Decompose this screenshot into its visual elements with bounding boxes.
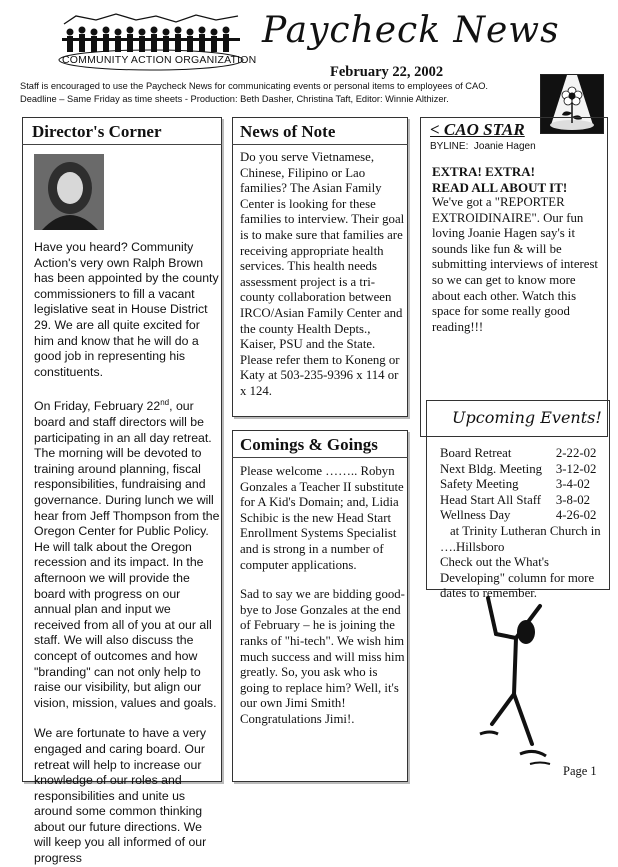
newsletter-title: Paycheck News: [262, 10, 560, 51]
event-row: [440, 508, 600, 524]
cao-star-byline: BYLINE: Joanie Hagen: [430, 141, 536, 152]
event-location-city: ….Hillsboro: [440, 539, 505, 554]
event-row: [440, 446, 600, 462]
event-row: [440, 462, 600, 478]
news-of-note-heading: News of Note: [240, 122, 336, 141]
directors-para-2: On Friday, February 22nd, our board and staff directors will be participating in an all day retreat. The morning will be devoted to training around planning, fiscal responsibilities, fundraising and governance. During lunch we will hear from Jeff Thompson from the Oregon Center for Public Policy. He will talk about the Oregon recession and its impact. In the afternoon we will provide the board with progress on our annual plan and input we received from all of you at our all staff. We will also discuss the concept of outcomes and how "branding" can not only help to raise our visibility, but align our vision, mission, values and goals.: [34, 398, 220, 710]
event-row: [440, 493, 600, 509]
events-list: [440, 446, 606, 602]
comings-para-1: Please welcome …….. Robyn Gonzales a Teacher II substitute for A Kid's Domain; and, Lidia Schibic is the new Head Start Enrollment Systems Specialist and is strong in a number of computer applications.: [240, 464, 404, 572]
event-location: at Trinity Lutheran Church in: [450, 523, 601, 538]
event-name: Head Start All Staff: [440, 492, 542, 507]
directors-corner-text: [34, 240, 220, 867]
dancing-figure-icon: [470, 594, 566, 772]
org-name: COMMUNITY ACTION ORGANIZATION: [62, 54, 257, 66]
info-line-1: Staff is encouraged to use the Paycheck News for communicating events or personal items to employees of CAO.: [20, 81, 489, 91]
directors-corner-heading: Director's Corner: [32, 122, 162, 141]
event-date: 2-22-02: [555, 446, 597, 460]
comings-goings-heading: Comings & Goings: [240, 435, 378, 454]
event-name: Next Bldg. Meeting: [440, 461, 543, 476]
event-date: 4-26-02: [555, 508, 597, 523]
event-name: Safety Meeting: [440, 477, 519, 492]
directors-para-3: We are fortunate to have a very engaged and caring board. Our retreat will help to increase our knowledge of our roles and responsibilities and unite us around some common thinking about our future directions. We will keep you all informed of our progress: [34, 726, 207, 866]
issue-date: February 22, 2002: [330, 64, 444, 80]
cao-star-headline: EXTRA! EXTRA! READ ALL ABOUT IT!: [432, 164, 568, 195]
upcoming-events-heading: Upcoming Events!: [452, 408, 602, 427]
event-name: Board Retreat: [440, 446, 512, 460]
cao-star-text: We've got a "REPORTER EXTROIDINAIRE". Our fun loving Joanie Hagen say's it sounds like fun & will be submitting interviews of interest so we can get to know more about each other. Watch this space for some really good reading!!!: [432, 195, 598, 334]
event-name: Wellness Day: [440, 508, 511, 523]
event-row: [440, 477, 600, 493]
page-number: Page 1: [563, 764, 597, 778]
event-date: 3-8-02: [555, 492, 591, 507]
cao-star-heading: < CAO STAR: [430, 120, 525, 139]
divider: [22, 144, 222, 145]
news-of-note-text: Do you serve Vietnamese, Chinese, Filipino or Lao families? The Asian Family Center is looking for these families to interview. Their goal is to make sure that families are receiving appropriate health services. This health needs assessment project is a tri-county collaboration between IRCO/Asian Family Center and the county Health Depts., Kaiser, PSU and the State. Please refer them to Koneng or Katy at 503-235-9396 x 114 or x 124.: [240, 150, 405, 398]
event-date: 3-4-02: [555, 477, 591, 492]
divider: [232, 144, 408, 145]
events-note: Check out the What's Developing" column for more dates to remember.: [440, 555, 595, 601]
divider: [232, 457, 408, 458]
comings-para-2: Sad to say we are bidding good-bye to Jose Gonzales at the end of February – he is joining the ranks of "hi-tech". We wish him much success and will miss him greatly. So, you ask who is going to replace him? Well, it's our own Jimi Smith! Congratulations Jimi!.: [240, 587, 405, 726]
directors-para-1: Have you heard? Community Action's very own Ralph Brown has been appointed by the county commissioners to fill a vacant legislative seat in House District 29. We are all quite excited for him and know that he will do a good job in representing his constituents.: [34, 240, 219, 379]
event-date: 3-12-02: [555, 461, 597, 476]
director-photo: [34, 154, 104, 230]
info-line-2: Deadline – Same Friday as time sheets - Production: Beth Dasher, Christina Taft, Editor: Winnie Althizer.: [20, 94, 449, 104]
comings-goings-text: [240, 464, 406, 728]
